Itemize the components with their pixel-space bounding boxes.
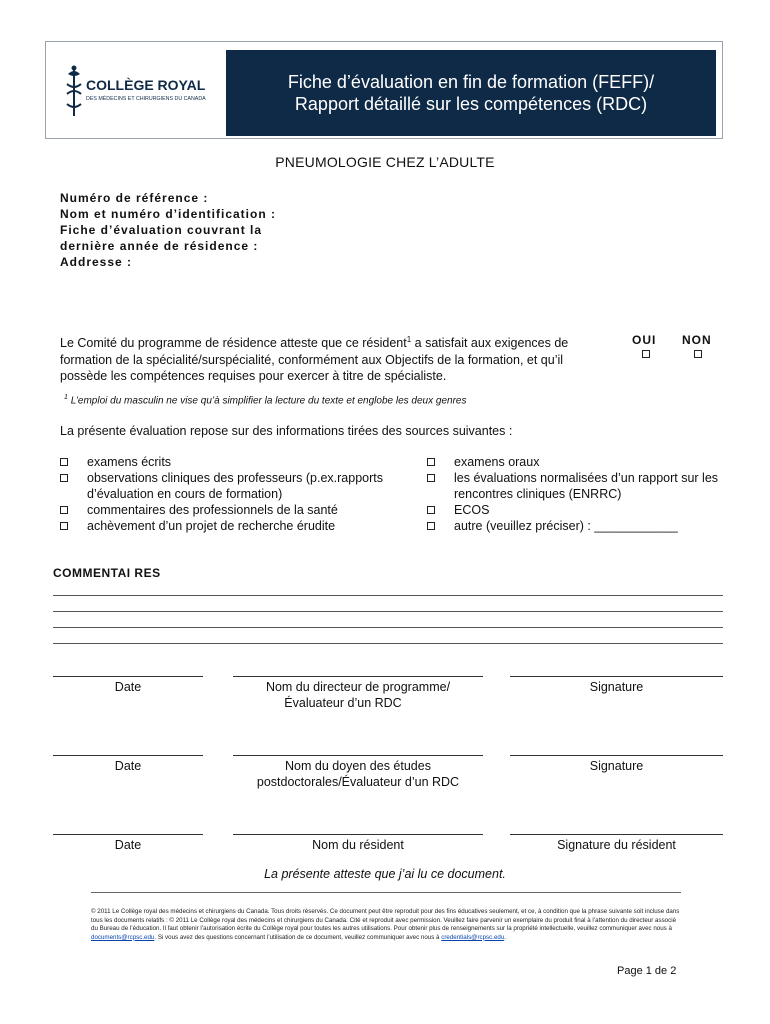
yes-label: OUI (632, 333, 657, 347)
source-item: examens oraux (427, 454, 727, 470)
field-reference: Numéro de référence : (60, 191, 209, 205)
signature-line[interactable] (510, 834, 723, 835)
source-item: autre (veuillez préciser) : ____________ (427, 518, 727, 534)
source-item: ECOS (427, 502, 727, 518)
resident-name-label: Nom du résident (312, 838, 404, 852)
date-label: Date (114, 759, 142, 773)
name-line[interactable] (233, 834, 483, 835)
source-checkbox[interactable] (60, 474, 68, 482)
title-line-2: Rapport détaillé sur les compétences (RDC) (294, 94, 648, 114)
comments-title: COMMENTAI RES (53, 566, 161, 580)
signature-label: Signature (589, 759, 644, 773)
no-label: NON (682, 333, 712, 347)
date-label: Date (114, 838, 142, 852)
attest-note: La présente atteste que j’ai lu ce document. (264, 867, 506, 881)
logo-subtitle: DES MÉDECINS ET CHIRURGIENS DU CANADA (86, 96, 206, 102)
comment-line[interactable] (53, 627, 723, 628)
copyright-notice: © 2011 Le Collège royal des médecins et chirurgiens du Canada. Tous droits réservés. Ce document peut être reproduit pour des fins éducatives seulement, et ce, à condition que la phrase suivante soit incluse dans tous les documents relatifs : © 2011 Le Collège royal des médecins et chirurgiens du Canada. Cité et reproduit avec permission. Veuillez faire parvenir un exemplaire du produit final à l’attention du directeur associé du Bureau de l’éducation. Il faut obtenir l’autorisation écrite du Collège royal pour toutes les autres utilisations. Pour obtenir plus de renseignements sur la propriété intellectuelle, veuillez communiquer avec nous à documents@rcpsc.edu. Si vous avez des questions concernant l’utilisation de ce document, veuillez communiquer avec nous à credentials@rcpsc.edu. (91, 908, 680, 941)
field-evaluation-line2: dernière année de résidence : (60, 239, 259, 253)
source-checkbox[interactable] (427, 522, 435, 530)
sources-left-column (60, 454, 420, 534)
name-line[interactable] (233, 676, 483, 677)
source-checkbox[interactable] (427, 474, 435, 482)
form-title (226, 50, 716, 136)
date-line[interactable] (53, 755, 203, 756)
attestation-text: Le Comité du programme de résidence atteste que ce résident$^1$ a satisfait aux exigences de formation de la spécialité/surspécialité, conformément aux Objectifs de la formation, et qu’il possède les compétences requises pour exercer à titre de spécialiste. (60, 335, 569, 383)
credentials-email-link[interactable]: credentials@rcpsc.edu (441, 933, 505, 941)
signature-line[interactable] (510, 676, 723, 677)
source-checkbox[interactable] (60, 522, 68, 530)
source-item: examens écrits (60, 454, 420, 470)
identification-fields (60, 190, 276, 270)
source-checkbox[interactable] (60, 458, 68, 466)
source-checkbox[interactable] (427, 506, 435, 514)
documents-email-link[interactable]: documents@rcpsc.edu (91, 933, 155, 941)
specialty-title: PNEUMOLOGIE CHEZ L’ADULTE (275, 154, 495, 170)
source-checkbox[interactable] (427, 458, 435, 466)
source-item: achèvement d’un projet de recherche érudite (60, 518, 420, 534)
program-director-label: Nom du directeur de programme/ Évaluateur d’un RDC (265, 680, 451, 710)
comment-line[interactable] (53, 595, 723, 596)
footnote: $^1$ L’emploi du masculin ne vise qu’à simplifier la lecture du texte et englobe les deux genres (64, 394, 467, 407)
sources-right-column (427, 454, 727, 534)
college-logo (46, 42, 226, 138)
yes-checkbox[interactable] (642, 350, 650, 358)
signature-label: Signature (589, 680, 644, 694)
date-line[interactable] (53, 676, 203, 677)
date-line[interactable] (53, 834, 203, 835)
source-checkbox[interactable] (60, 506, 68, 514)
signature-line[interactable] (510, 755, 723, 756)
sources-intro: La présente évaluation repose sur des informations tirées des sources suivantes : (60, 424, 513, 438)
no-checkbox[interactable] (694, 350, 702, 358)
caduceus-icon (67, 66, 81, 117)
resident-signature-label: Signature du résident (557, 838, 676, 852)
source-item: les évaluations normalisées d’un rapport sur les rencontres cliniques (ENRRC) (427, 470, 727, 502)
field-name-id: Nom et numéro d’identification : (60, 207, 277, 221)
source-item: commentaires des professionnels de la santé (60, 502, 420, 518)
logo-name: COLLÈGE ROYAL (86, 77, 206, 93)
field-evaluation-line1: Fiche d’évaluation couvrant la (60, 223, 263, 237)
date-label: Date (114, 680, 142, 694)
comment-line[interactable] (53, 643, 723, 644)
dean-label: Nom du doyen des études postdoctorales/Évaluateur d’un RDC (256, 759, 460, 789)
name-line[interactable] (233, 755, 483, 756)
title-line-1: Fiche d’évaluation en fin de formation (FEFF)/ (287, 72, 655, 92)
source-item: observations cliniques des professeurs (p.ex.rapports d’évaluation en cours de formation) (60, 470, 420, 502)
field-address: Addresse : (60, 255, 133, 269)
comment-line[interactable] (53, 611, 723, 612)
footer-divider (91, 892, 681, 893)
page-number: Page 1 de 2 (617, 965, 677, 977)
